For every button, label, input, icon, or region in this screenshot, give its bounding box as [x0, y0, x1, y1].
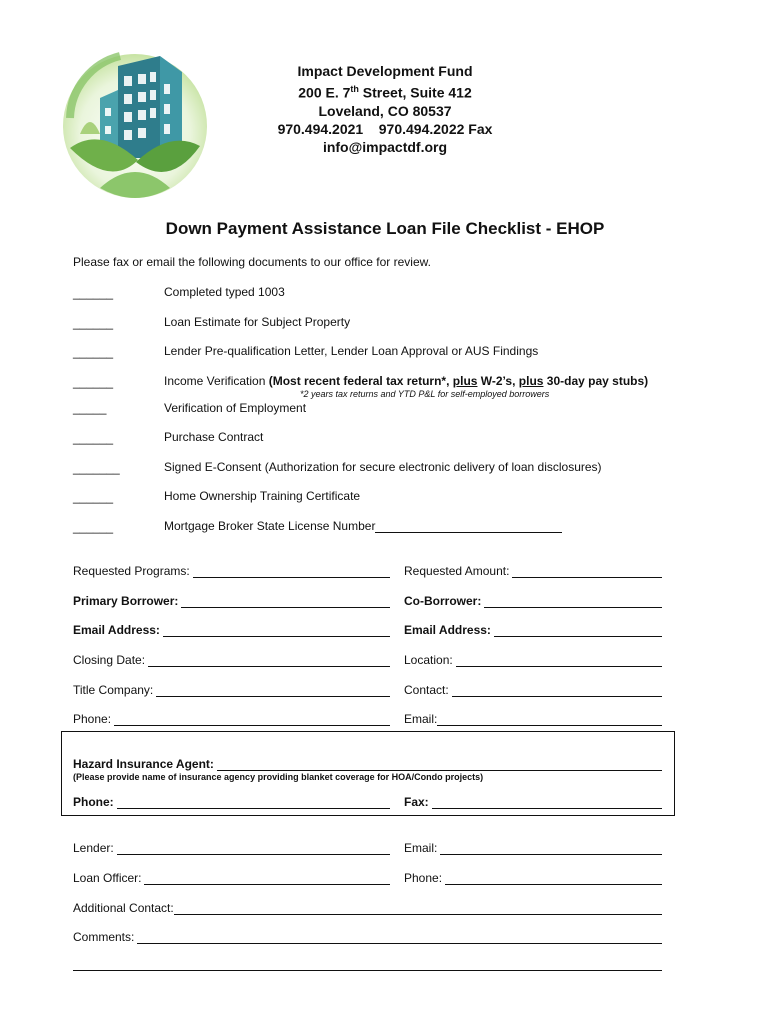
- comments-extra-line[interactable]: [73, 970, 662, 971]
- income-note: *2 years tax returns and YTD P&L for self-employed borrowers: [300, 389, 550, 399]
- primary-email-field[interactable]: Email Address:: [73, 623, 390, 637]
- checklist-item: Purchase Contract: [164, 430, 264, 444]
- checklist-item: Home Ownership Training Certificate: [164, 489, 361, 503]
- primary-borrower-field[interactable]: Primary Borrower:: [73, 594, 390, 608]
- checklist-item-license: Mortgage Broker State License Number: [164, 519, 562, 533]
- org-phone-fax: 970.494.2021 970.494.2022 Fax: [277, 120, 493, 137]
- checklist-blank[interactable]: ______: [73, 316, 114, 330]
- checklist-item: Lender Pre-qualification Letter, Lender Loan Approval or AUS Findings: [164, 344, 539, 358]
- phone-field[interactable]: Phone:: [73, 712, 390, 726]
- loan-officer-field[interactable]: Loan Officer:: [73, 871, 390, 885]
- checklist-blank[interactable]: _______: [73, 461, 120, 475]
- closing-date-field[interactable]: Closing Date:: [73, 653, 390, 667]
- location-field[interactable]: Location:: [404, 653, 662, 667]
- checklist-blank[interactable]: ______: [73, 286, 114, 300]
- impact-logo: [60, 38, 210, 204]
- checklist-blank[interactable]: ______: [73, 375, 114, 389]
- checklist-blank[interactable]: ______: [73, 431, 114, 445]
- checklist-item: Loan Estimate for Subject Property: [164, 315, 351, 329]
- org-address-city: Loveland, CO 80537: [318, 102, 452, 119]
- contact-field[interactable]: Contact:: [404, 683, 662, 697]
- lender-field[interactable]: Lender:: [73, 841, 390, 855]
- hazard-fax-field[interactable]: Fax:: [404, 795, 662, 809]
- checklist-item: Completed typed 1003: [164, 285, 285, 299]
- requested-amount-field[interactable]: Requested Amount:: [404, 564, 662, 578]
- checklist-blank[interactable]: ______: [73, 490, 114, 504]
- document-title: Down Payment Assistance Loan File Checklist - EHOP: [165, 219, 605, 238]
- loan-officer-phone-field[interactable]: Phone:: [404, 871, 662, 885]
- org-address-street: 200 E. 7th Street, Suite 412: [298, 84, 472, 101]
- requested-programs-field[interactable]: Requested Programs:: [73, 564, 390, 578]
- title-company-field[interactable]: Title Company:: [73, 683, 390, 697]
- checklist-blank[interactable]: _____: [73, 401, 107, 415]
- additional-contact-field[interactable]: Additional Contact:: [73, 901, 662, 915]
- lender-email-field[interactable]: Email:: [404, 841, 662, 855]
- comments-field[interactable]: Comments:: [73, 930, 662, 944]
- email-field[interactable]: Email:: [404, 712, 662, 726]
- checklist-blank[interactable]: ______: [73, 345, 114, 359]
- checklist-blank[interactable]: ______: [73, 520, 114, 534]
- intro-text: Please fax or email the following documents to our office for review.: [73, 255, 431, 269]
- org-email: info@impactdf.org: [322, 138, 448, 155]
- organization-header: [230, 62, 540, 156]
- hazard-phone-field[interactable]: Phone:: [73, 795, 390, 809]
- checklist-item: Verification of Employment: [164, 401, 307, 415]
- hazard-insurance-note: (Please provide name of insurance agency providing blanket coverage for HOA/Condo projects): [73, 772, 484, 782]
- checklist-item-income: Income Verification (Most recent federal tax return*, plus W-2’s, plus 30-day pay stubs): [164, 374, 649, 388]
- checklist-item: Signed E-Consent (Authorization for secure electronic delivery of loan disclosures): [164, 460, 602, 474]
- co-borrower-field[interactable]: Co-Borrower:: [404, 594, 662, 608]
- hazard-insurance-agent-field[interactable]: Hazard Insurance Agent:: [73, 757, 662, 771]
- org-name: Impact Development Fund: [297, 63, 473, 79]
- license-number-line[interactable]: [375, 521, 562, 533]
- co-borrower-email-field[interactable]: Email Address:: [404, 623, 662, 637]
